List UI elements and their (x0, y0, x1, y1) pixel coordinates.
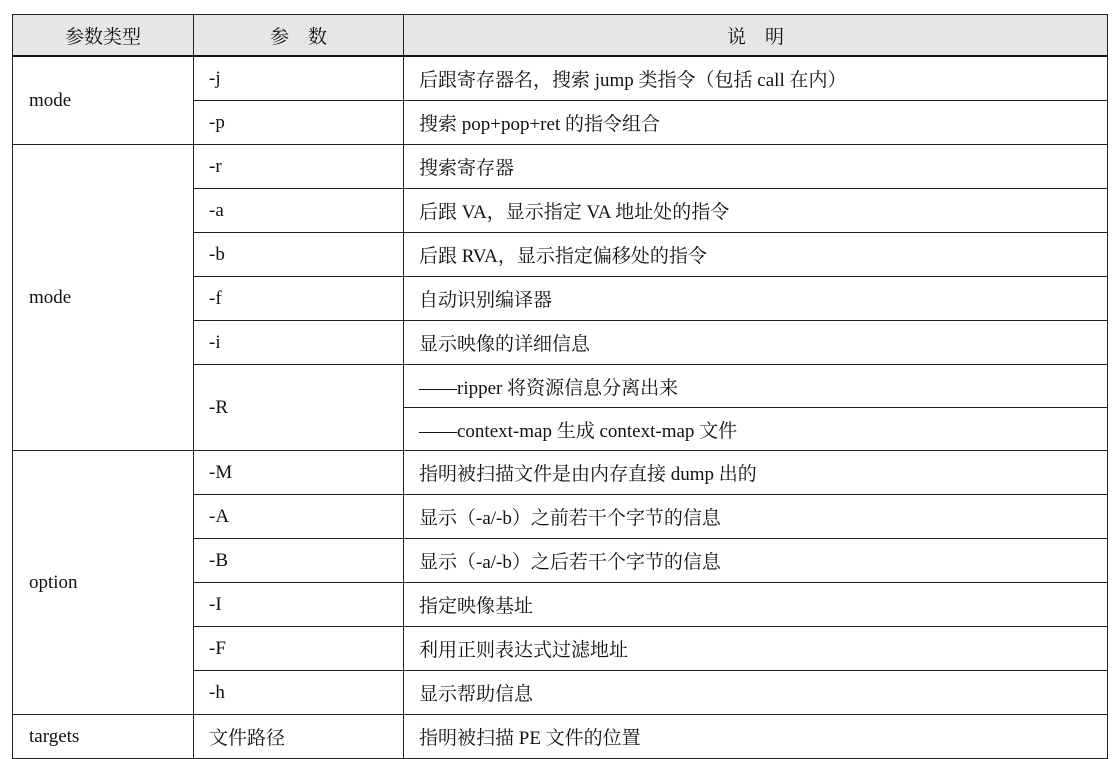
param-cell: -p (194, 101, 404, 145)
param-type-cell: option (13, 451, 194, 715)
param-type-cell: mode (13, 145, 194, 451)
param-cell: -F (194, 627, 404, 671)
description-cell: 后跟 RVA，显示指定偏移处的指令 (404, 233, 1108, 277)
parameter-table (12, 14, 1108, 759)
description-cell: 显示（-a/-b）之前若干个字节的信息 (404, 495, 1108, 539)
description-cell: 显示（-a/-b）之后若干个字节的信息 (404, 539, 1108, 583)
param-type-cell: mode (13, 56, 194, 145)
header-param: 参 数 (194, 15, 404, 57)
param-cell: -i (194, 321, 404, 365)
param-cell: -A (194, 495, 404, 539)
table-row (13, 715, 1108, 759)
param-cell: -M (194, 451, 404, 495)
description-cell: 搜索 pop+pop+ret 的指令组合 (404, 101, 1108, 145)
cut-off-caption-fragment (12, 0, 1108, 14)
param-type-cell: targets (13, 715, 194, 759)
table-header (13, 15, 1108, 57)
param-cell: -h (194, 671, 404, 715)
param-cell: -b (194, 233, 404, 277)
param-cell: -I (194, 583, 404, 627)
table-row (13, 451, 1108, 495)
description-cell: 自动识别编译器 (404, 277, 1108, 321)
document-page (12, 0, 1108, 759)
description-cell: 指明被扫描 PE 文件的位置 (404, 715, 1108, 759)
param-cell: -R (194, 365, 404, 451)
description-cell: 显示帮助信息 (404, 671, 1108, 715)
description-cell: 搜索寄存器 (404, 145, 1108, 189)
header-description: 说 明 (404, 15, 1108, 57)
description-cell: 显示映像的详细信息 (404, 321, 1108, 365)
param-cell: -j (194, 56, 404, 101)
description-cell: 后跟 VA，显示指定 VA 地址处的指令 (404, 189, 1108, 233)
description-cell: 利用正则表达式过滤地址 (404, 627, 1108, 671)
description-cell: 后跟寄存器名，搜索 jump 类指令（包括 call 在内） (404, 56, 1108, 101)
description-cell: ——context-map 生成 context-map 文件 (404, 408, 1108, 451)
table-body (13, 56, 1108, 759)
table-row (13, 56, 1108, 101)
param-cell: -B (194, 539, 404, 583)
param-cell: -f (194, 277, 404, 321)
param-cell: 文件路径 (194, 715, 404, 759)
description-cell: 指定映像基址 (404, 583, 1108, 627)
header-param-type: 参数类型 (13, 15, 194, 57)
description-cell: 指明被扫描文件是由内存直接 dump 出的 (404, 451, 1108, 495)
description-cell: ——ripper 将资源信息分离出来 (404, 365, 1108, 408)
param-cell: -a (194, 189, 404, 233)
header-row (13, 15, 1108, 57)
table-row (13, 145, 1108, 189)
param-cell: -r (194, 145, 404, 189)
